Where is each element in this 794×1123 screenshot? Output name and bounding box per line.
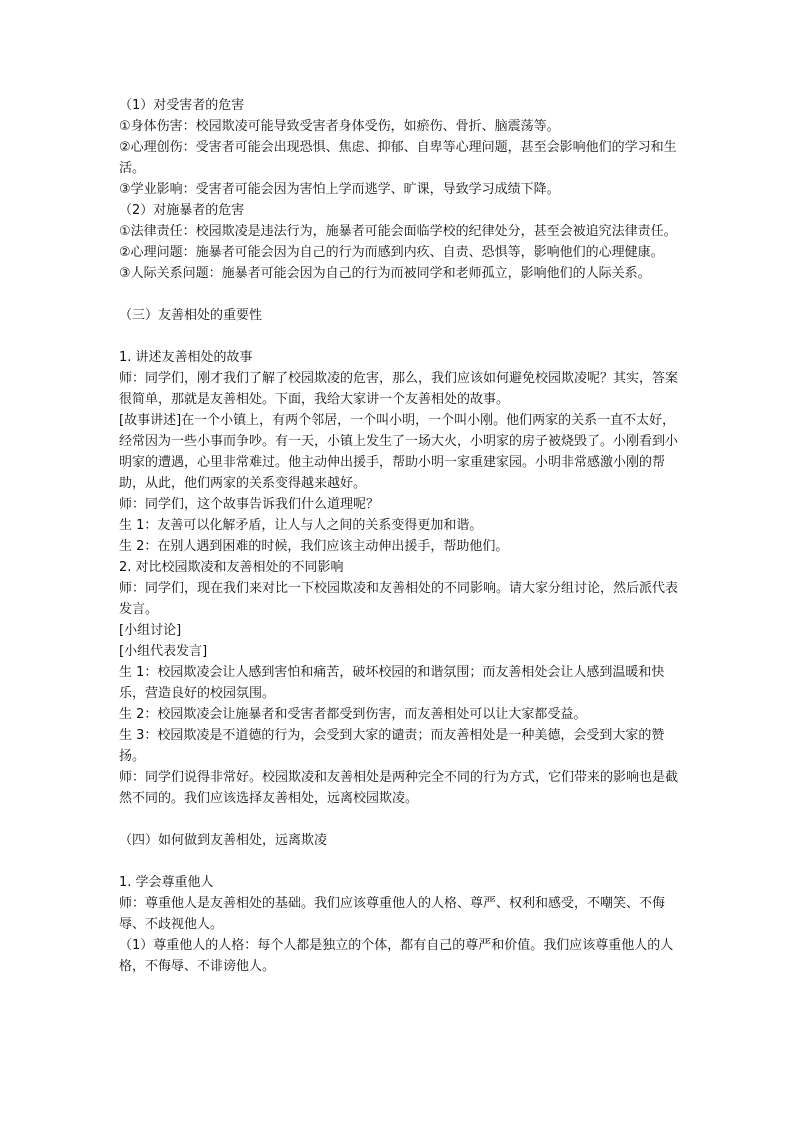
dialogue-paragraph: 师：同学们，这个故事告诉我们什么道理呢？ bbox=[119, 497, 380, 512]
dialogue-paragraph: 师：同学们说得非常好。校园欺凌和友善相处是两种完全不同的行为方式，它们带来的影响也是截然不同的。我们应该选择友善相处，远离校园欺凌。 bbox=[119, 770, 679, 806]
step-heading: 2. 对比校园欺凌和友善相处的不同影响 bbox=[119, 560, 344, 575]
list-item: ②心理问题：施暴者可能会因为自己的行为而感到内疚、自责、恐惧等，影响他们的心理健康。 bbox=[119, 245, 664, 260]
dialogue-paragraph: 生 1：友善可以化解矛盾，让人与人之间的关系变得更加和谐。 bbox=[119, 518, 483, 533]
dialogue-paragraph: 师：同学们，现在我们来对比一下校园欺凌和友善相处的不同影响。请大家分组讨论，然后派代表发言。 bbox=[119, 581, 679, 617]
list-item: ①法律责任：校园欺凌是违法行为，施暴者可能会面临学校的纪律处分，甚至会被追究法律责任。 bbox=[119, 224, 677, 239]
dialogue-paragraph: 生 1：校园欺凌会让人感到害怕和痛苦，破坏校园的和谐氛围；而友善相处会让人感到温暖和快乐，营造良好的校园氛围。 bbox=[119, 665, 665, 701]
list-item: ①身体伤害：校园欺凌可能导致受害者身体受伤，如瘀伤、骨折、脑震荡等。 bbox=[119, 119, 560, 134]
story-paragraph: [故事讲述]在一个小镇上，有两个邻居，一个叫小明，一个叫小刚。他们两家的关系一直不太好，经常因为一些小事而争吵。有一天，小镇上发生了一场大火，小明家的房子被烧毁了。小刚看到小明家的遭遇，心里非常难过。他主动伸出援手，帮助小明一家重建家园。小明非常感激小刚的帮助，从此，他们两家的关系变得越来越好。 bbox=[119, 413, 679, 491]
activity-label: [小组讨论] bbox=[119, 623, 182, 638]
list-item: （1）尊重他人的人格：每个人都是独立的个体，都有自己的尊严和价值。我们应该尊重他人的人格，不侮辱、不诽谤他人。 bbox=[119, 938, 674, 974]
list-item: ③学业影响：受害者可能会因为害怕上学而逃学、旷课，导致学习成绩下降。 bbox=[119, 182, 560, 197]
dialogue-paragraph: 生 2：在别人遇到困难的时候，我们应该主动伸出援手，帮助他们。 bbox=[119, 539, 509, 554]
subsection-heading-perpetrators: （2）对施暴者的危害 bbox=[119, 203, 245, 218]
step-heading: 1. 讲述友善相处的故事 bbox=[119, 350, 253, 365]
dialogue-paragraph: 生 2：校园欺凌会让施暴者和受害者都受到伤害，而友善相处可以让大家都受益。 bbox=[119, 707, 587, 722]
activity-label: [小组代表发言] bbox=[119, 644, 208, 659]
spacer bbox=[119, 809, 684, 830]
section-heading-3: （三）友善相处的重要性 bbox=[119, 308, 263, 323]
subsection-heading-victims: （1）对受害者的危害 bbox=[119, 98, 245, 113]
step-heading: 1. 学会尊重他人 bbox=[119, 875, 214, 890]
list-item: ②心理创伤：受害者可能会出现恐惧、焦虑、抑郁、自卑等心理问题，甚至会影响他们的学习和生活。 bbox=[119, 140, 677, 176]
spacer bbox=[119, 851, 684, 872]
dialogue-paragraph: 师：尊重他人是友善相处的基础。我们应该尊重他人的人格、尊严、权利和感受，不嘲笑、不侮辱、不歧视他人。 bbox=[119, 896, 666, 932]
spacer bbox=[119, 326, 684, 347]
list-item: ③人际关系问题：施暴者可能会因为自己的行为而被同学和老师孤立，影响他们的人际关系。 bbox=[119, 266, 651, 281]
spacer bbox=[119, 284, 684, 305]
dialogue-paragraph: 师：同学们，刚才我们了解了校园欺凌的危害，那么，我们应该如何避免校园欺凌呢？其实，答案很简单，那就是友善相处。下面，我给大家讲一个友善相处的故事。 bbox=[119, 371, 679, 407]
dialogue-paragraph: 生 3：校园欺凌是不道德的行为，会受到大家的谴责；而友善相处是一种美德，会受到大家的赞扬。 bbox=[119, 728, 665, 764]
section-heading-4: （四）如何做到友善相处，远离欺凌 bbox=[119, 833, 328, 848]
